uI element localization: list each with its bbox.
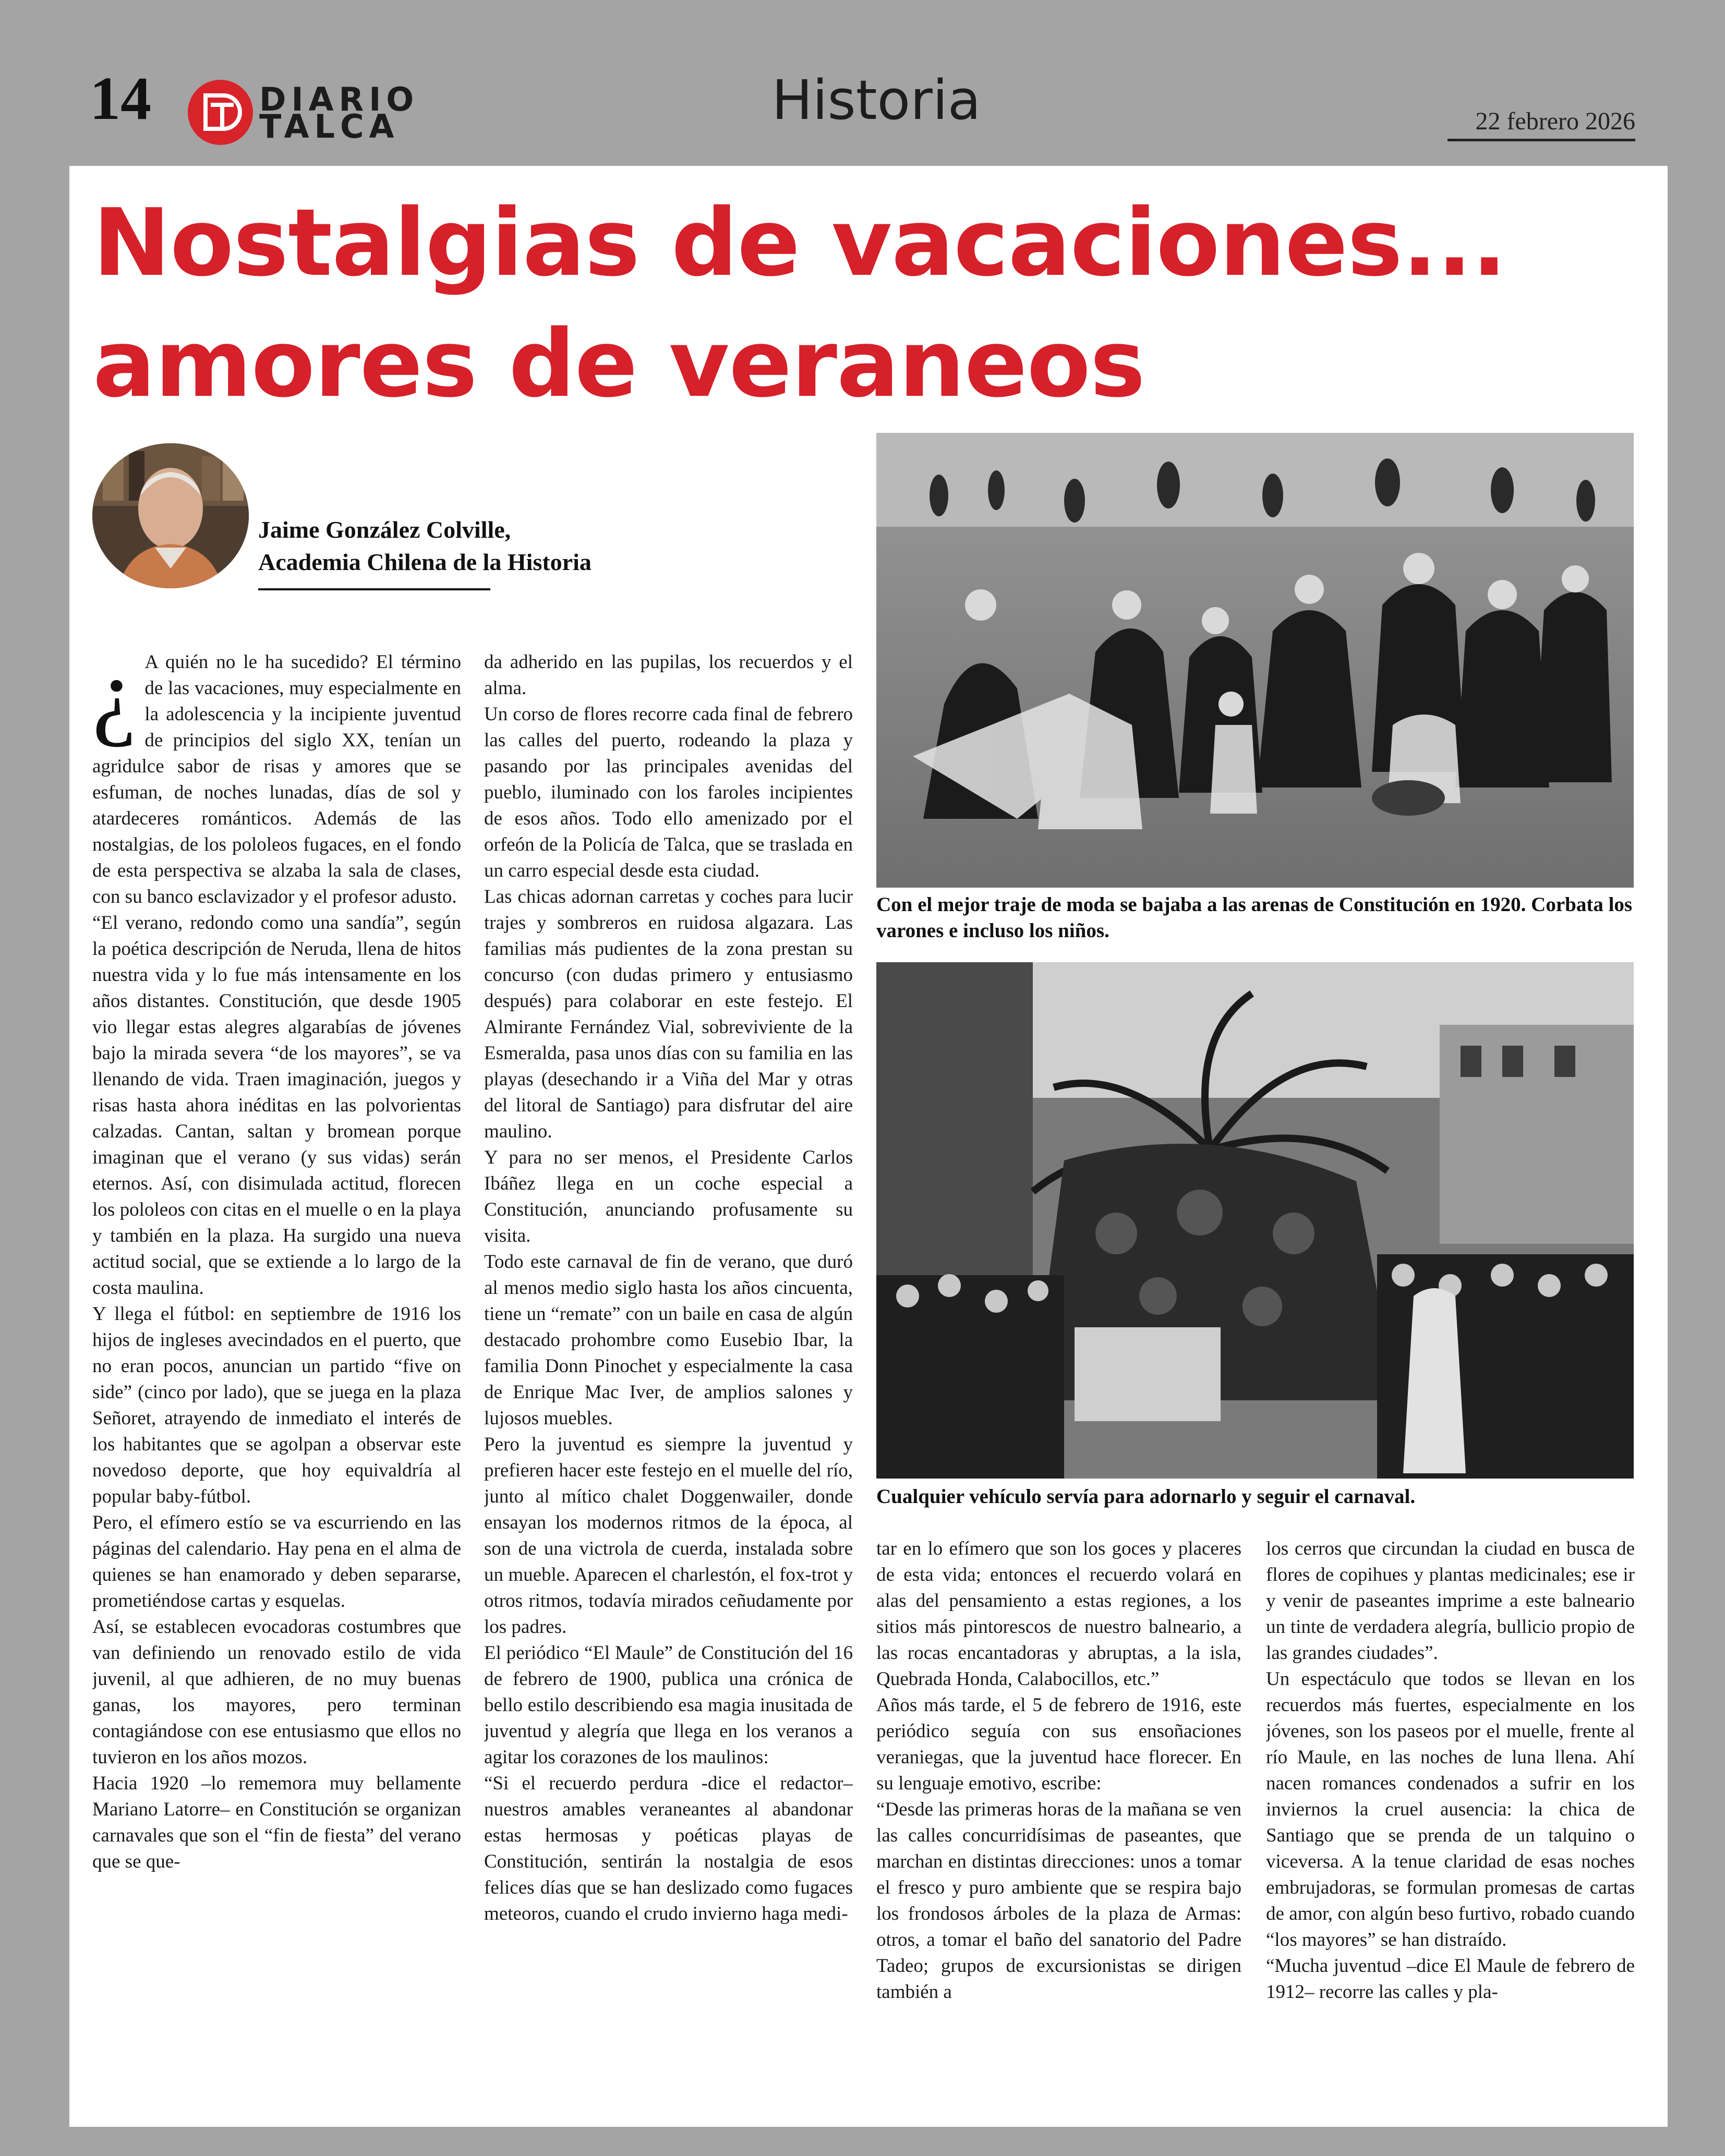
paragraph: Hacia 1920 –lo rememora muy bellamente Mariano Latorre– en Constitución se organizan carnavales que son el “fin de fiesta” del verano que se que- (92, 1773, 461, 1872)
paragraph: Pero la juventud es siempre la juventud y prefieren hacer este festejo en el muelle del río, junto al mítico chalet Doggenwailer, donde ensayan los modernos ritmos de la época, al son de una victrola de cuerda, instalada sobre un mueble. Aparecen el charlestón, el fox-trot y otros ritmos, todavía mirados ceñudamente por los padres. (484, 1434, 853, 1638)
logo-word-talca: TALCA (259, 107, 400, 146)
paragraph: “El verano, redondo como una sandía”, según la poética descripción de Neruda, llena de hitos nuestra vida y lo fue más intensamente en los años distantes. Constitución, que desde 1905 vio llegar estas alegres algarabías de jóvenes bajo la mirada severa “de los mayores”, se va llenando de vida. Traen imaginación, juegos y risas hasta ahora inéditas en las polvorientas calzadas. Cantan, saltan y bromean porque imaginan que el verano (y sus vidas) serán eternos. Así, con disimulada actitud, florecen los pololeos con citas en el muelle o en la playa y también en la plaza. Ha surgido una nueva actitud social, que se extiende a lo largo de la costa maulina. (92, 912, 461, 1299)
paragraph: Así, se establecen evocadoras costumbres que van definiendo un renovado estilo de vida juvenil, al que adhieren, de no muy buenas ganas, los mayores, pero terminan contagiándose con ese entusiasmo que ellos no tuvieron en los años mozos. (92, 1616, 461, 1768)
logo-dt-icon (188, 80, 253, 145)
author-affiliation: Academia Chilena de la Historia (258, 549, 592, 575)
paragraph: Y para no ser menos, el Presidente Carlos Ibáñez llega en un coche especial a Constitución, anunciando profusamente su visita. (484, 1147, 853, 1246)
headline-line-1: Nostalgias de vacaciones... (93, 189, 1506, 297)
paragraph: los cerros que circundan la ciudad en busca de flores de copihues y plantas medicinales; ese ir y venir de paseantes imprime a este balneario un tinte de verdadera alegría, bullicio propio de las grandes ciudades”. (1266, 1538, 1635, 1664)
date-underline (1447, 139, 1635, 141)
page-header (0, 0, 1725, 156)
page-number: 14 (90, 64, 151, 132)
paragraph: da adherido en las pupilas, los recuerdos y el alma. (484, 651, 853, 699)
author-name: Jaime González Colville, (258, 516, 511, 543)
paragraph: Las chicas adornan carretas y coches para lucir trajes y sombreros en ruidosa algazara. Las familias más pudientes de la zona prestan su concurso (con dudas primero y entusiasmo después) para colaborar en este festejo. El Almirante Fernández Vial, sobreviviente de la Esmeralda, pasa unos días con su familia en las playas (desechando ir a Viña del Mar y otras del litoral de Santiago) para disfrutar del aire maulino. (484, 886, 853, 1142)
author-photo (92, 443, 249, 588)
beach-1920-photo (876, 433, 1634, 888)
paragraph: Todo este carnaval de fin de verano, que duró al menos medio siglo hasta los años cincuenta, tiene un “remate” con un baile en casa de algún destacado prohombre como Eusebio Ibar, la familia Donn Pinochet y especialmente la casa de Enrique Mac Iver, de amplios salones y lujosos muebles. (484, 1251, 853, 1429)
article-column-2 (484, 649, 853, 2095)
paragraph: “Desde las primeras horas de la mañana se ven las calles concurridísimas de paseantes, que marchan en distintas direcciones: unos a tomar el fresco y puro ambiente que se respira bajo los frondosos árboles de la plaza de Armas: otros, a tomar el baño del sanatorio del Padre Tadeo; grupos de excursionistas se dirigen también a (876, 1799, 1241, 2003)
paragraph: “Si el recuerdo perdura -dice el redactor– nuestros amables veraneantes al abandonar estas hermosas y poéticas playas de Constitución, sentirán la nostalgia de esos felices días que se han deslizado como fugaces meteoros, cuando el crudo invierno haga medi- (484, 1773, 853, 1924)
article-column-4 (1266, 1536, 1635, 2095)
carnival-parade-image (876, 962, 1634, 1479)
byline-underline (258, 588, 490, 590)
byline (258, 514, 728, 578)
drop-cap: ¿ (92, 649, 137, 748)
paragraph: Años más tarde, el 5 de febrero de 1916, este periódico seguía con sus ensoñaciones veraniegas, que la juventud hace florecer. En su lenguaje emotivo, escribe: (876, 1694, 1241, 1794)
author-portrait-image (92, 443, 249, 588)
paragraph: Pero, el efímero estío se va escurriendo en las páginas del calendario. Hay pena en el alma de quienes se han enamorado y deben separarse, prometiéndose cartas y esquelas. (92, 1512, 461, 1612)
photo-caption-1: Con el mejor traje de moda se bajaba a las arenas de Constitución en 1920. Corbata los varones e incluso los niños. (876, 893, 1633, 942)
paragraph: “Mucha juventud –dice El Maule de febrero de 1912– recorre las calles y pla- (1266, 1955, 1635, 2003)
diario-talca-logo-mark (188, 80, 253, 145)
section-title: Historia (771, 68, 981, 132)
paragraph: El periódico “El Maule” de Constitución del 16 de febrero de 1900, publica una crónica de bello estilo describiendo esa magia inusitada de juventud y alegría que llega en los veranos a agitar los corazones de los maulinos: (484, 1642, 853, 1768)
article-column-3 (876, 1536, 1241, 2095)
article-headline (93, 183, 1606, 425)
headline-line-2: amores de veraneos (93, 310, 1145, 418)
logo-word-diario: DIARIO (259, 80, 419, 118)
paragraph: Un corso de flores recorre cada final de febrero las calles del puerto, rodeando la plaza y pasando por las principales avenidas del pueblo, iluminado con los faroles incipientes de esos años. Todo ello amenizado por el orfeón de la Policía de Talca, que se traslada en un carro especial desde esta ciudad. (484, 704, 853, 881)
beach-group-image (876, 433, 1634, 888)
paragraph: A quién no le ha sucedido? El término de las vacaciones, muy especialmente en la adolescencia y la incipiente juventud de principios del siglo XX, tenían un agridulce sabor de risas y amores que se esfuman, de noches lunadas, días de sol y atardeceres románticos. Además de las nostalgias, de los pololeos fugaces, en el fondo de esta perspectiva se alzaba la sala de clases, con su banco esclavizador y el profesor adusto. (92, 651, 461, 907)
article-column-1 (92, 649, 461, 2095)
paragraph: tar en lo efímero que son los goces y placeres de esta vida; entonces el recuerdo volará en alas del pensamiento a estas regiones, a los sitios más pintorescos de nuestro balneario, a las rocas encantadoras y abruptas, a la isla, Quebrada Honda, Calabocillos, etc.” (876, 1538, 1241, 1690)
photo-caption-2: Cualquier vehículo servía para adornarlo y seguir el carnaval. (876, 1485, 1416, 1508)
issue-date: 22 febrero 2026 (1475, 107, 1635, 135)
paragraph: Un espectáculo que todos se llevan en los recuerdos más fuertes, especialmente en los jóvenes, son los paseos por el muelle, frente al río Maule, en las noches de luna llena. Ahí nacen romances condenados a sufrir en los inviernos la cruel ausencia: la chica de Santiago que se prenda de un talquino o viceversa. A la tenue claridad de esas noches embrujadoras, se formulan promesas de cartas de amor, con algún beso furtivo, robado cuando “los mayores” se han distraído. (1266, 1668, 1635, 1951)
carnival-car-photo (876, 962, 1634, 1479)
paragraph: Y llega el fútbol: en septiembre de 1916 los hijos de ingleses avecindados en el puerto, que no eran pocos, anuncian un partido “five on side” (cinco por lado), que se juega en la plaza Señoret, atrayendo de inmediato el interés de los habitantes que se agolpan a observar este novedoso deporte, que hoy equivaldría al popular baby-fútbol. (92, 1303, 461, 1507)
